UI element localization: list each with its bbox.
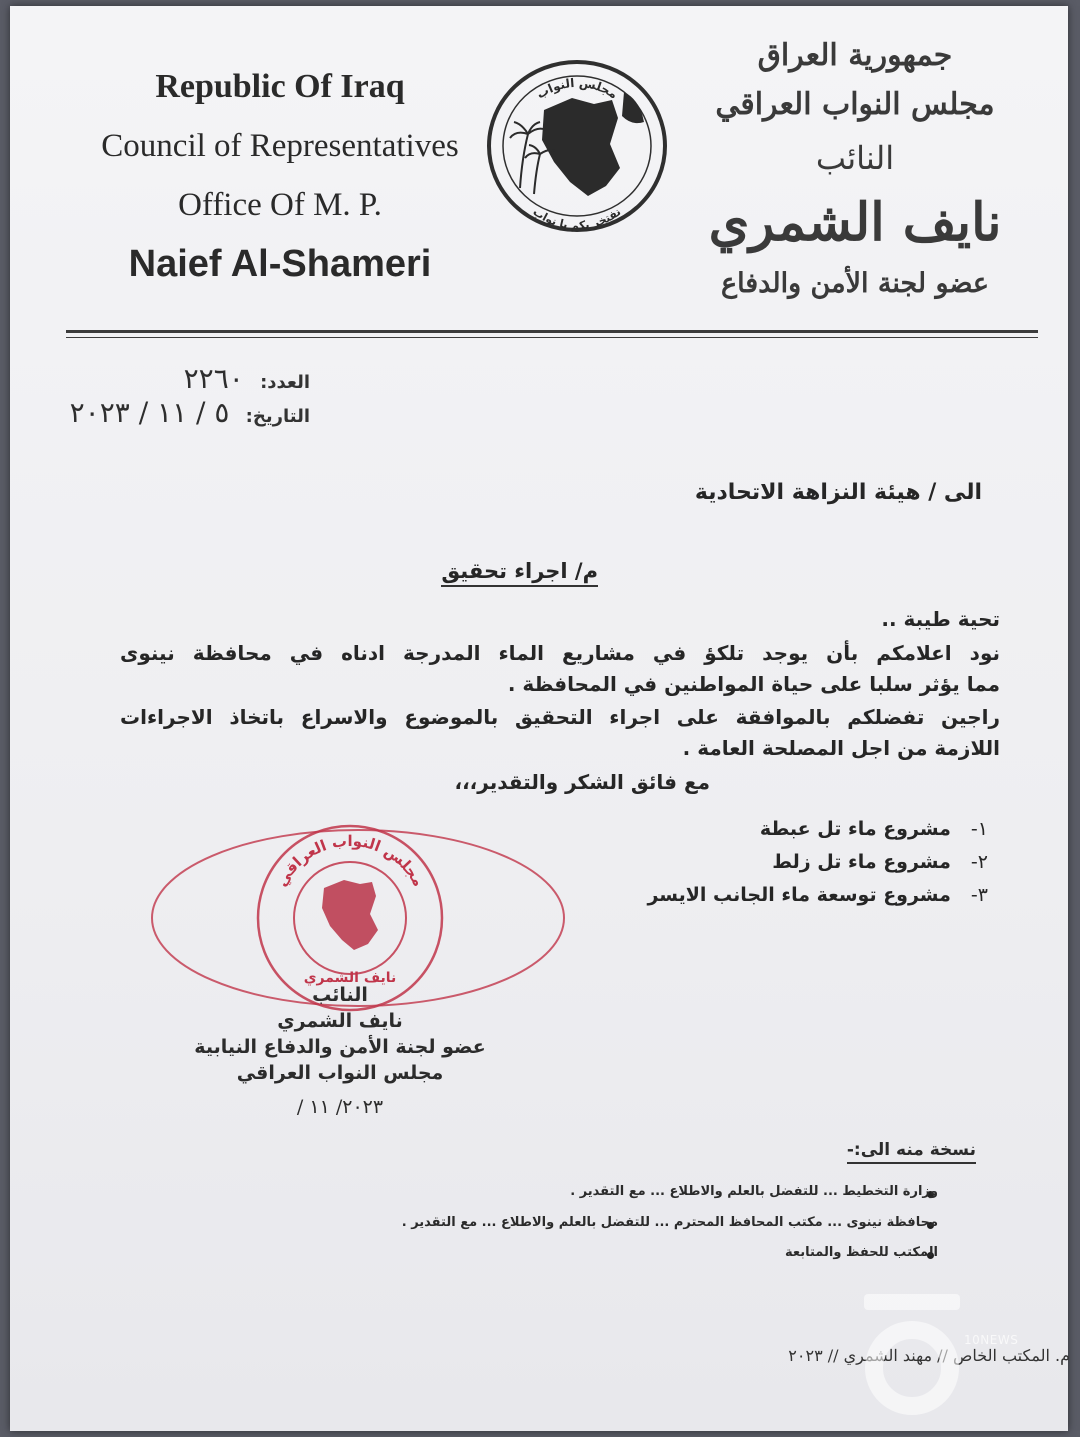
copy-recipient: المكتب للحفظ والمتابعة: [785, 1245, 938, 1260]
header-ar-title: النائب: [815, 139, 895, 177]
reference-date: [70, 396, 310, 429]
project-number: ١-: [970, 818, 988, 840]
svg-text:مجلس النواب العراقي: [272, 832, 427, 890]
signature-org: مجلس النواب العراقي: [236, 1062, 444, 1084]
project-name: مشروع ماء تل زلط: [772, 851, 951, 873]
letter-closing: مع فائق الشكر والتقدير،،،: [454, 770, 710, 794]
header-ar-council: مجلس النواب العراقي: [715, 87, 995, 122]
header-country: Republic Of Iraq: [155, 68, 405, 105]
project-item: [647, 884, 988, 906]
seal-name-text: نايف الشمري: [303, 970, 397, 986]
letter-paragraph-1: نود اعلامكم بأن يوجد تلكؤ في مشاريع الماء المدرجة ادناه في محافظة نينوى: [120, 641, 1000, 665]
copies-title: نسخة منه الى:-: [847, 1140, 976, 1164]
letter-paragraph-3: راجين تفضلكم بالموافقة على اجراء التحقيق بالموضوع والاسراع باتخاذ الاجراءات: [120, 705, 1000, 729]
header-divider: [66, 330, 1038, 333]
project-item: [772, 851, 988, 873]
arabic-letterhead: [690, 32, 1020, 308]
watermark-text: 10NEWS: [964, 1333, 1019, 1347]
reference-number: [184, 362, 310, 395]
letter-page: [10, 6, 1068, 1431]
svg-text:مجلس النواب: [534, 76, 620, 102]
office-footer: م. المكتب الخاص // مهند الشمري // ٢٠٢٣: [788, 1346, 1070, 1365]
signature-date: ٢٠٢٣/ ١١ /: [296, 1096, 384, 1118]
reference-number-value: ٢٢٦٠: [183, 362, 244, 395]
council-emblem-icon: [484, 58, 670, 234]
header-ar-country: جمهورية العراق: [757, 38, 953, 73]
copy-recipient: وزارة التخطيط ... للتفضل بالعلم والاطلاع ... مع التقدير .: [570, 1184, 938, 1199]
news-watermark-logo-icon: [852, 1286, 972, 1416]
seal-ring-text: مجلس النواب العراقي: [272, 831, 428, 890]
copy-recipient: محافظة نينوى ... مكتب المحافظ المحترم ... للتفضل بالعلم والاطلاع ... مع التقدير .: [401, 1215, 938, 1230]
signature-title: النائب: [312, 984, 368, 1006]
header-divider-thin: [66, 337, 1038, 338]
project-name: مشروع ماء تل عبطة: [759, 818, 951, 840]
emblem-bottom-text: نفتخر بكم يا نواب: [530, 205, 624, 233]
project-name: مشروع توسعة ماء الجانب الايسر: [647, 884, 951, 906]
english-letterhead: [80, 58, 480, 294]
project-number: ٣-: [970, 884, 988, 906]
letter-greeting: تحية طيبة ..: [881, 607, 1000, 631]
header-office: Office Of M. P.: [178, 187, 382, 223]
header-ar-committee: عضو لجنة الأمن والدفاع: [720, 268, 990, 299]
letter-recipient: الى / هيئة النزاهة الاتحادية: [694, 480, 982, 505]
project-number: ٢-: [970, 851, 988, 873]
reference-date-value: ٥ / ١١ / ٢٠٢٣: [69, 396, 230, 429]
header-council: Council of Representatives: [101, 128, 459, 164]
letter-paragraph-2: مما يؤثر سلبا على حياة المواطنين في المحافظة .: [507, 672, 1000, 696]
letter-paragraph-4: اللازمة من اجل المصلحة العامة .: [682, 736, 1000, 760]
header-mp-name: Naief Al-Shameri: [128, 243, 432, 285]
reference-date-label: التاريخ:: [245, 406, 310, 427]
emblem-top-text: مجلس النواب: [534, 75, 621, 102]
signature-role: عضو لجنة الأمن والدفاع النيابية: [194, 1036, 486, 1058]
header-ar-mp-name: نايف الشمري: [708, 192, 1002, 253]
signature-name: نايف الشمري: [277, 1010, 403, 1032]
project-item: [760, 818, 988, 840]
reference-number-label: العدد:: [260, 372, 310, 393]
letter-subject: م/ اجراء تحقيق: [441, 559, 598, 587]
